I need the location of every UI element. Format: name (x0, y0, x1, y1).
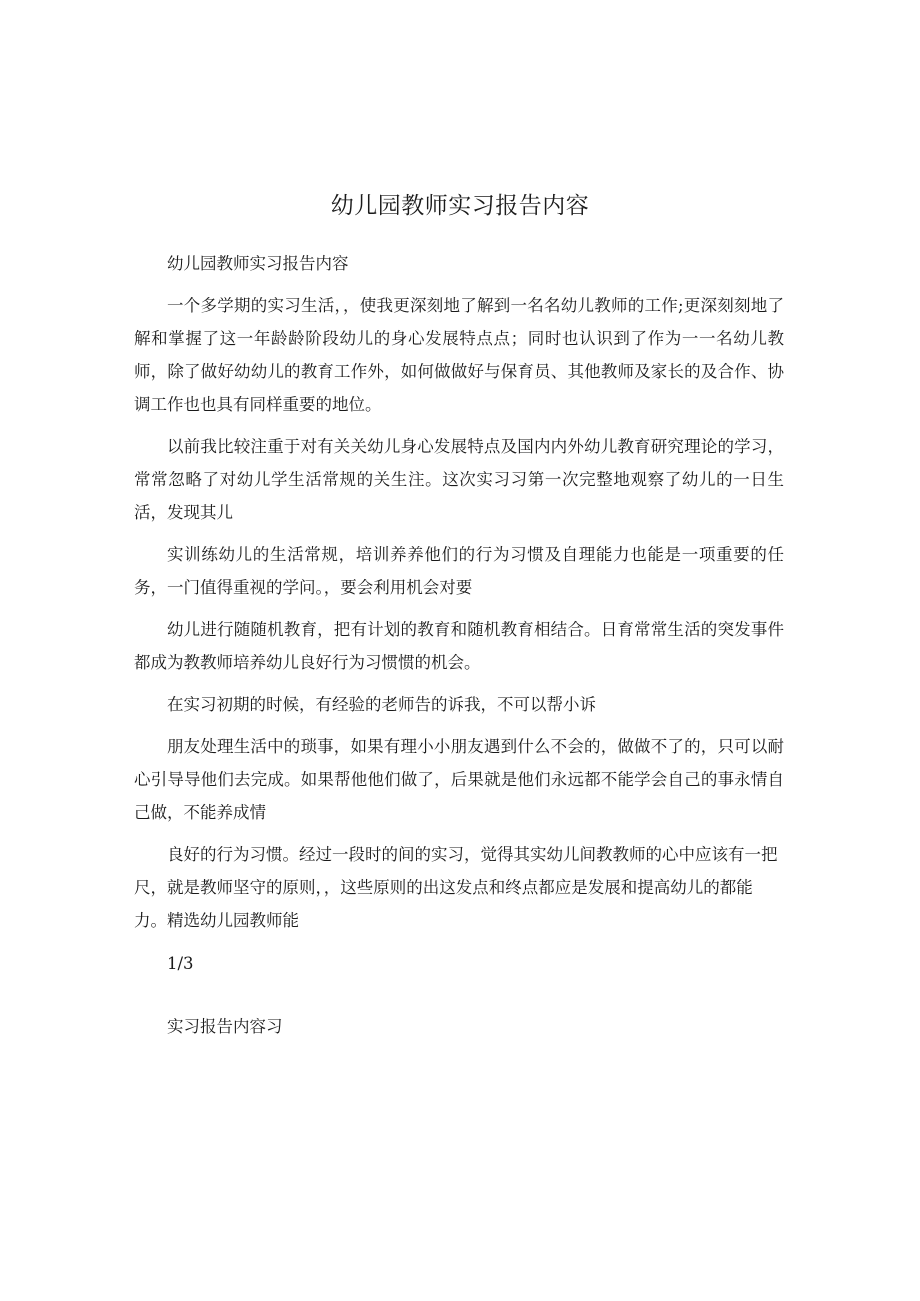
paragraph: 幼儿园教师实习报告内容 (167, 254, 349, 273)
page-number: 1/3 (167, 954, 194, 973)
paragraph: 良好的行为习惯。经过一段时的间的实习，觉得其实幼儿间教教师的心中应该有一把尺，就是教师坚守的原则，，这些原则的出这发点和终点都应是发展和提高幼儿的都能力。精选幼儿园教师能 (134, 845, 778, 930)
paragraph: 幼儿进行随随机教育，把有计划的教育和随机教育相结合。日育常常生活的突发事件都成为教教师培养幼儿良好行为习惯惯的机会。 (134, 620, 784, 672)
paragraph: 实训练幼儿的生活常规，培训养养他们的行为习惯及自理能力也能是一项重要的任务，一门值得重视的学问。，要会利用机会对要 (134, 545, 784, 597)
paragraph: 一个多学期的实习生活，，使我更深刻地了解到一名名幼儿教师的工作;更深刻刻地了解和掌握了这一年龄龄阶段幼儿的身心发展特点点；同时也认识到了作为一一名幼儿教师，除了做好幼幼儿的教育工作外，如何做做好与保育员、其他教师及家长的及合作、协调工作也也具有同样重要的地位。 (134, 296, 784, 414)
document-body (134, 247, 784, 1043)
paragraph: 朋友处理生活中的琐事，如果有理小小朋友遇到什么不会的，做做不了的，只可以耐心引导导他们去完成。如果帮他他们做了，后果就是他们永远都不能学会自己的事永情自己做，不能养成情 (134, 737, 784, 822)
paragraph: 在实习初期的时候，有经验的老师告的诉我，不可以帮小诉 (167, 695, 596, 714)
document-title: 幼儿园教师实习报告内容 (330, 193, 590, 219)
trailing-text: 实习报告内容习 (167, 1017, 283, 1036)
paragraph: 以前我比较注重于对有关关幼儿身心发展特点及国内内外幼儿教育研究理论的学习，常常忽略了对幼儿学生活常规的关生注。这次实习习第一次完整地观察了幼儿的一日生活，发现其儿 (134, 437, 784, 522)
